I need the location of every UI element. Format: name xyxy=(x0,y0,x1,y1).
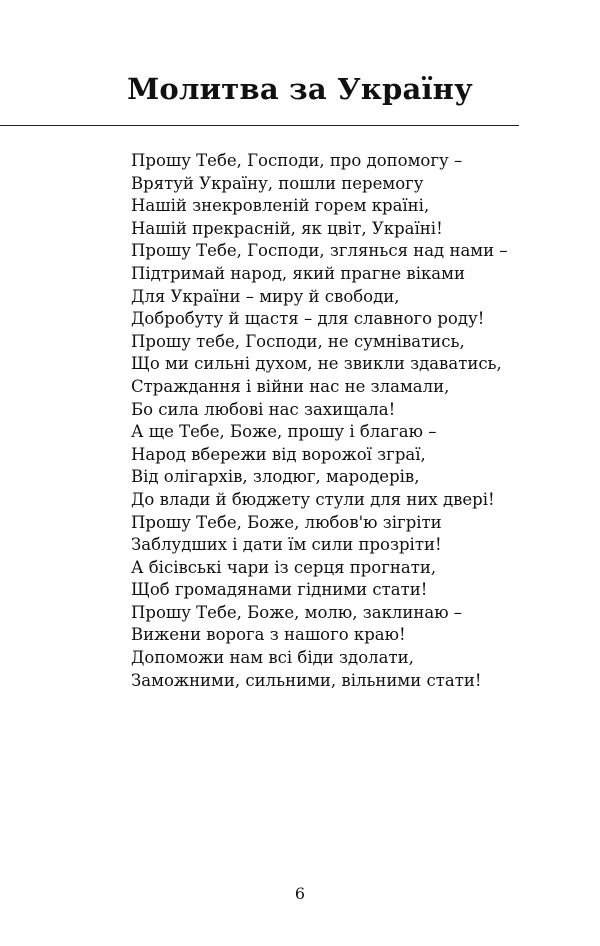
poem-line: Прошу Тебе, Господи, про допомогу – xyxy=(131,151,463,170)
poem-line: А ще Тебе, Боже, прошу і благаю – xyxy=(131,422,437,442)
page-number: 6 xyxy=(294,884,306,903)
poem-line: А бісівські чари із серця прогнати, xyxy=(131,557,437,577)
poem-line: Народ вбережи від ворожої зграї, xyxy=(131,444,426,464)
poem-line: Нашій прекрасній, як цвіт, Україні! xyxy=(131,218,443,238)
poem-line: Заблудших і дати їм сили прозріти! xyxy=(131,535,442,555)
poem-text xyxy=(131,150,508,692)
poem-line: Прошу Тебе, Боже, любов'ю зігріти xyxy=(131,512,442,532)
poem-line: Добробуту й щастя – для славного роду! xyxy=(131,309,485,329)
poem-line: Для України – миру й свободи, xyxy=(131,286,400,306)
poem-line: Нашій знекровленій горем країні, xyxy=(131,196,430,216)
title-divider xyxy=(0,125,519,126)
poem-line: Вижени ворога з нашого краю! xyxy=(131,625,406,645)
poem-line: Що ми сильні духом, не звикли здаватись, xyxy=(131,354,502,374)
poem-line: До влади й бюджету стули для них двері! xyxy=(131,489,495,509)
poem-line: Заможними, сильними, вільними стати! xyxy=(131,670,482,690)
poem-line: Допоможи нам всі біди здолати, xyxy=(131,648,414,668)
poem-line: Підтримай народ, який прагне віками xyxy=(131,263,465,283)
page-title: Молитва за Україну xyxy=(127,72,473,106)
poem-line: Страждання і війни нас не зламали, xyxy=(131,376,450,396)
poem-line: Щоб громадянами гідними стати! xyxy=(131,580,428,600)
poem-line: Прошу тебе, Господи, не сумніватись, xyxy=(131,331,465,351)
poem-line: Бо сила любові нас захищала! xyxy=(131,399,396,419)
poem-line: Прошу Тебе, Боже, молю, заклинаю – xyxy=(131,602,463,622)
poem-line: Врятуй Україну, пошли перемогу xyxy=(131,173,424,193)
poem-line: Від олігархів, злодюг, мародерів, xyxy=(131,467,420,487)
poem-line: Прошу Тебе, Господи, зглянься над нами – xyxy=(131,241,508,261)
